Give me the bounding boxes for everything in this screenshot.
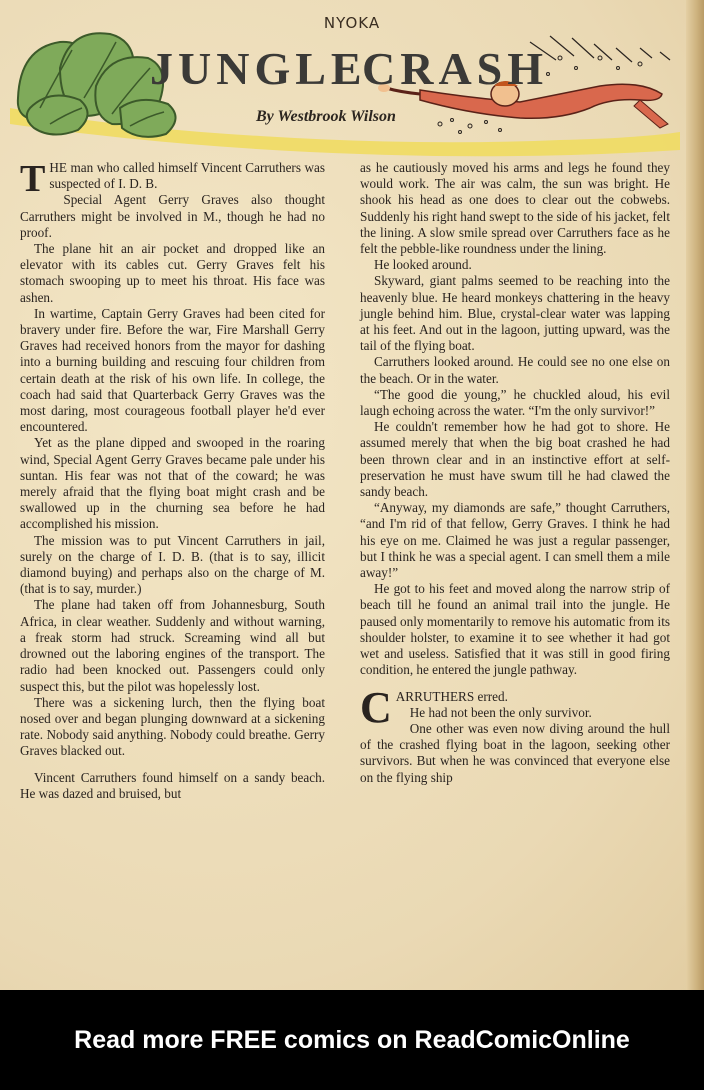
paragraph: In wartime, Captain Gerry Graves had been cited for bravery under fire. Before the war, Fire Marshall Gerry Graves had received honors from the mayor for dashing into a burning building and rescuing four children from certain death at the risk of his own life. In college, the coach had said that Quarterback Gerry Graves was the most daring, most courageous football player he'd ever encountered. [20,305,325,435]
paragraph: “Anyway, my diamonds are safe,” thought Carruthers, “and I'm rid of that fellow, Gerry Graves. I think he had his eye on me. Claimed he was just a regular passenger, but I think he was a special agent. I can smell them a mile away!” [360,500,670,581]
paragraph: There was a sickening lurch, then the flying boat nosed over and began plunging downward at a sickening rate. Nobody said anything. Nobody could breathe. Gerry Graves blacked out. [20,694,325,759]
paragraph: He couldn't remember how he had got to shore. He assumed merely that when the big boat crashed he had been thrown clear and in an instinctive effort at self-preservation he must have swum till he had clawed the sandy beach. [360,419,670,500]
paragraph: CARRUTHERS erred. [360,682,508,732]
title-word-jungle: JUNGLE [150,43,367,94]
paragraph: as he cautiously moved his arms and legs he found they would work. The air was calm, the sun was bright. He shook his head as one does to clear out the cobwebs. Suddenly his right hand swept to the side of his jacket, felt the lining. A slow smile spread over Carruthers face as he felt the pebble-like roundness under the lining. [360,160,670,257]
paragraph: “The good die young,” he chuckled aloud, his evil laugh echoing across the water. “I'm the only survivor!” [360,386,670,419]
paragraph: Vincent Carruthers found himself on a sandy beach. He was dazed and bruised, but [20,769,325,801]
byline: By Westbrook Wilson [256,108,396,125]
title-word-crash: CRASH [362,43,549,94]
paragraph: Special Agent Gerry Graves also thought Carruthers might be involved in M., though he had no proof. [20,192,325,240]
paragraph: The plane had taken off from Johannesburg, South Africa, in clear weather. Suddenly and without warning, a freak storm had struck. Screaming wind all but drowned out the laboring engines of the transport. The radio had been knocked out. Passengers could only suspect this, but the pilot was hopelessly lost. [20,597,325,694]
paragraph: Carruthers looked around. He could see no one else on the beach. Or in the water. [360,354,670,386]
right-text-column [360,160,670,786]
paragraph: He looked around. [374,257,472,273]
paragraph: The mission was to put Vincent Carruthers in jail, surely on the charge of I. D. B. (that is to say, illicit diamond buying) and perhaps also on the charge of M. (that is to say, murder.) [20,532,325,597]
paragraph: One other was even now diving around the hull of the crashed flying boat in the lagoon, seeking other survivors. But when he was convinced that everyone else on the flying ship [360,720,670,785]
drop-cap: T [20,158,46,200]
drop-cap: C [360,682,392,732]
running-head: NYOKA [323,14,381,32]
paragraph: He had not been the only survivor. [409,704,592,720]
left-text-column [20,160,325,802]
paragraph: He got to his feet and moved along the narrow strip of beach till he found an animal trail into the jungle. He paused only momentarily to remove his automatic from its shoulder holster, to examine it to see whether it had got wet and useless. Satisfied that it was still in good firing condition, he entered the jungle pathway. [360,581,670,678]
paragraph: Yet as the plane dipped and swooped in the roaring wind, Special Agent Gerry Graves became pale under his suntan. His fear was not that of the coward; he was merely afraid that the flying boat might crash and be swallowed up in the churning sea before he had accomplished his mission. [20,435,325,532]
promo-footer-text: Read more FREE comics on ReadComicOnline [74,1025,630,1054]
paragraph: The plane hit an air pocket and dropped like an elevator with its cables cut. Gerry Graves felt his stomach swooping up to meet his throat. His face was ashen. [20,241,325,305]
story-title [0,40,704,100]
paragraph: Skyward, giant palms seemed to be reaching into the heavenly blue. He heard monkeys chattering in the heavy jungle behind him. Blue, crystal-clear water was lapping at his feet. And out in the lagoon, jutting upward, was the tail of the flying boat. [360,273,670,354]
promo-footer-banner [0,990,704,1090]
paragraph: THE man who called himself Vincent Carruthers was suspected of I. D. B. [20,158,325,200]
